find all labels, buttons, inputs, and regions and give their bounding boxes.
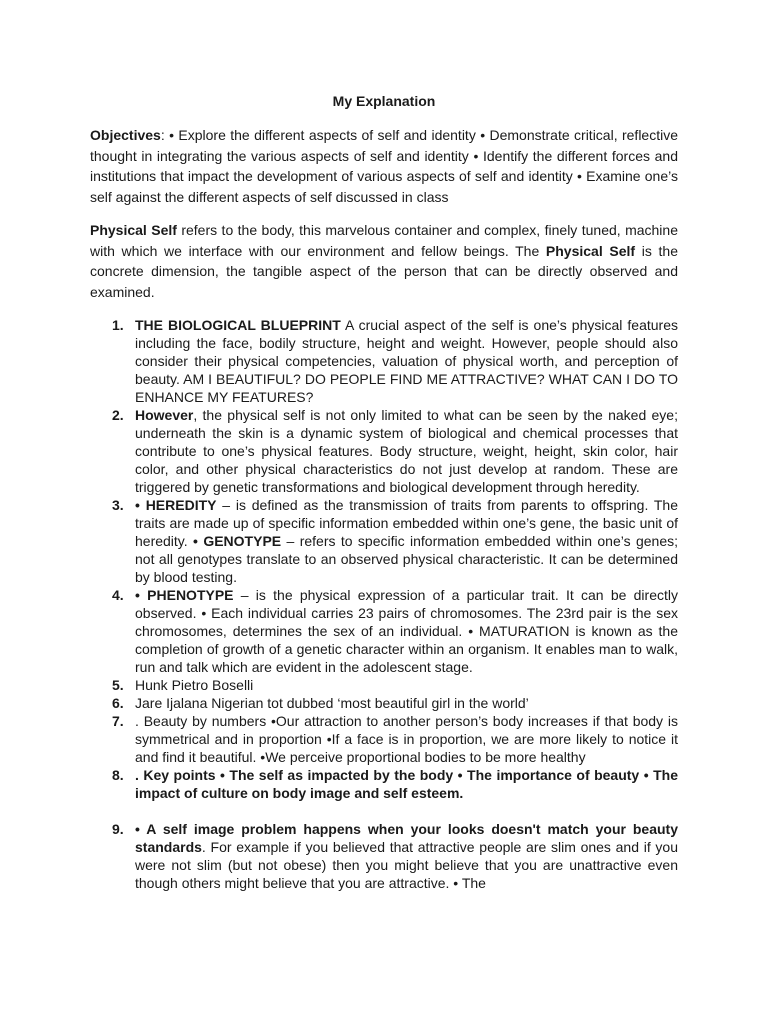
physical-self-label-2: Physical Self (545, 242, 636, 259)
numbered-list (90, 316, 678, 892)
list-item (90, 496, 678, 586)
list-item-text: . For example if you believed that attractive people are slim ones and if you were not slim (but not obese) then you might believe that you are unattractive even though others might believe that you are attractive. • The (135, 839, 678, 891)
objectives-label: Objectives (90, 127, 161, 143)
list-number: 5. (112, 677, 124, 693)
physical-self-paragraph (90, 220, 678, 302)
list-number: 7. (112, 713, 124, 729)
list-number: 3. (112, 497, 124, 513)
list-item-text: Hunk Pietro Boselli (135, 677, 254, 693)
list-number: 1. (112, 317, 124, 333)
objectives-text: : • Explore the different aspects of self and identity • Demonstrate critical, reflective thought in integrating the various aspects of self and identity • Identify the different forces and institutions that impact the development of various aspects of self and identity • Examine one’s self against the different aspects of self discussed in class (90, 127, 678, 205)
objectives-paragraph (90, 125, 678, 207)
physical-self-label: Physical Self (90, 222, 177, 238)
list-item (90, 316, 678, 406)
list-item-text-2: – refers to specific information embedded within one’s genes; not all genotypes translate to an observed physical characteristic. It can be determined by blood testing. (135, 533, 679, 585)
list-item (90, 712, 678, 766)
list-item-text: – is the physical expression of a particular trait. It can be directly observed. • Each individual carries 23 pairs of chromosomes. The 23rd pair is the sex chromosomes, determines the sex of an individual. • MATURATION is known as the completion of growth of a genetic character within an organism. It enables man to walk, run and talk which are evident in the adolescent stage. (135, 587, 678, 675)
list-item (90, 820, 678, 892)
list-item-text: . Key points • The self as impacted by the body • The importance of beauty • The impact of culture on body image and self esteem. (135, 767, 678, 801)
list-item-text: . Beauty by numbers •Our attraction to another person’s body increases if that body is symmetrical and in proportion •If a face is in proportion, we are more likely to notice it and find it beautiful. •We perceive proportional bodies to be more healthy (135, 713, 678, 765)
list-item-heading: • PHENOTYPE (135, 587, 234, 603)
list-item-text: A crucial aspect of the self is one’s physical features including the face, bodily structure, height and weight. However, people should also consider their physical competencies, valuation of physical worth, and perception of beauty. AM I BEAUTIFUL? DO PEOPLE FIND ME ATTRACTIVE? WHAT CAN I DO TO ENHANCE MY FEATURES? (135, 317, 678, 405)
list-item-text: Jare Ijalana Nigerian tot dubbed ‘most beautiful girl in the world’ (135, 695, 529, 711)
list-item-heading: THE BIOLOGICAL BLUEPRINT (135, 317, 341, 333)
physical-self-text-2: is the concrete dimension, the tangible aspect of the person that can be directly observed and examined. (90, 242, 678, 300)
list-item (90, 406, 678, 496)
list-item (90, 694, 678, 712)
list-number: 8. (112, 767, 124, 783)
list-number: 9. (112, 821, 124, 837)
list-number: 6. (112, 695, 124, 711)
list-item-heading: However (135, 407, 194, 423)
list-item (90, 766, 678, 802)
list-item-text: , the physical self is not only limited to what can be seen by the naked eye; underneath the skin is a dynamic system of biological and chemical processes that contribute to one’s physical features. Body structure, weight, height, skin color, hair color, and other physical characteristics do not just develop at random. These are triggered by genetic transformations and biological development through heredity. (135, 407, 678, 495)
list-item-heading-2: • GENOTYPE (193, 533, 282, 549)
page-title: My Explanation (332, 93, 436, 109)
list-item-heading: • A self image problem happens when your looks doesn't match your beauty standards (135, 821, 678, 855)
list-item (90, 586, 678, 676)
physical-self-text: refers to the body, this marvelous container and complex, finely tuned, machine with which we interface with our environment and fellow beings. The (90, 222, 678, 259)
list-item-text: – is defined as the transmission of traits from parents to offspring. The traits are made up of specific information embedded within one’s gene, the basic unit of heredity. (135, 497, 679, 549)
list-item-heading: • HEREDITY (135, 497, 217, 513)
list-number: 4. (112, 587, 124, 603)
list-number: 2. (112, 407, 124, 423)
list-item (90, 676, 678, 694)
